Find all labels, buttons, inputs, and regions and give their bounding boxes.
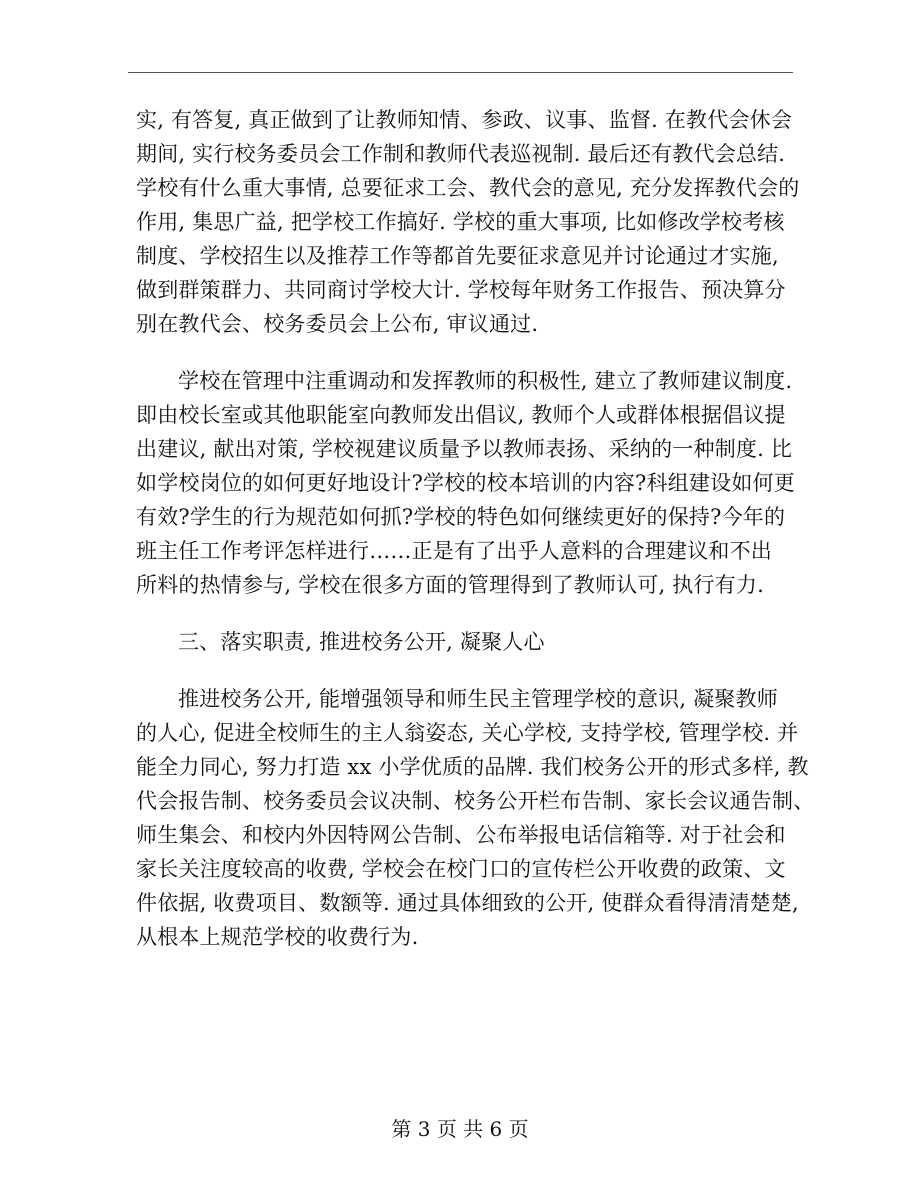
text-line: 从根本上规范学校的收费行为. bbox=[136, 925, 419, 949]
section-heading-3 bbox=[136, 625, 786, 659]
text-line: 学校在管理中注重调动和发挥教师的积极性, 建立了教师建议制度. bbox=[178, 369, 793, 393]
document-body bbox=[136, 103, 815, 954]
header-rule bbox=[128, 72, 793, 73]
text-line: 实, 有答复, 真正做到了让教师知情、参政、议事、监督. 在教代会休会 bbox=[136, 108, 793, 132]
text-line: 期间, 实行校务委员会工作制和教师代表巡视制. 最后还有教代会总结. bbox=[136, 142, 786, 166]
text-line: 的人心, 促进全校师生的主人翁姿态, 关心学校, 支持学校, 管理学校. 并 bbox=[136, 721, 799, 745]
text-line: 做到群策群力、共同商讨学校大计. 学校每年财务工作报告、预决算分 bbox=[136, 278, 786, 302]
paragraph-gap bbox=[136, 341, 786, 364]
paragraph-gap bbox=[136, 602, 786, 625]
paragraph-gap bbox=[136, 659, 786, 682]
text-line: 班主任工作考评怎样进行……正是有了出乎人意料的合理建议和不出 bbox=[136, 539, 772, 563]
text-line: 如学校岗位的如何更好地设计?学校的校本培训的内容?科组建设如何更 bbox=[136, 471, 795, 495]
text-line: 学校有什么重大事情, 总要征求工会、教代会的意见, 充分发挥教代会的 bbox=[136, 176, 800, 200]
text-line: 出建议, 献出对策, 学校视建议质量予以教师表扬、采纳的一种制度. 比 bbox=[136, 437, 793, 461]
text-line: 代会报告制、校务委员会议决制、校务公开栏布告制、家长会议通告制、 bbox=[136, 789, 815, 813]
page-footer bbox=[0, 1115, 920, 1143]
text-line: 推进校务公开, 能增强领导和师生民主管理学校的意识, 凝聚教师 bbox=[178, 687, 778, 711]
text-line: 师生集会、和校内外因特网公告制、公布举报电话信箱等. 对于社会和 bbox=[136, 823, 786, 847]
text-line: 件依据, 收费项目、数额等. 通过具体细致的公开, 使群众看得清清楚楚, bbox=[136, 891, 799, 915]
page-number: 第 3 页 共 6 页 bbox=[391, 1117, 529, 1141]
section-heading: 三、落实职责, 推进校务公开, 凝聚人心 bbox=[178, 630, 545, 654]
text-line: 作用, 集思广益, 把学校工作搞好. 学校的重大事项, 比如修改学校考核 bbox=[136, 210, 785, 234]
text-line: 制度、学校招生以及推荐工作等都首先要征求意见并讨论通过才实施, bbox=[136, 244, 779, 268]
text-line: 家长关注度较高的收费, 学校会在校门口的宣传栏公开收费的政策、文 bbox=[136, 857, 786, 881]
paragraph-3 bbox=[136, 682, 815, 954]
text-line: 即由校长室或其他职能室向教师发出倡议, 教师个人或群体根据倡议提 bbox=[136, 403, 786, 427]
paragraph-1 bbox=[136, 103, 800, 341]
text-line: 有效?学生的行为规范如何抓?学校的特色如何继续更好的保持?今年的 bbox=[136, 505, 786, 529]
text-line: 所料的热情参与, 学校在很多方面的管理得到了教师认可, 执行有力. bbox=[136, 573, 764, 597]
paragraph-2 bbox=[136, 364, 795, 602]
text-line: 能全力同心, 努力打造 xx 小学优质的品牌. 我们校务公开的形式多样, 教 bbox=[136, 755, 809, 779]
text-line: 别在教代会、校务委员会上公布, 审议通过. bbox=[136, 312, 539, 336]
